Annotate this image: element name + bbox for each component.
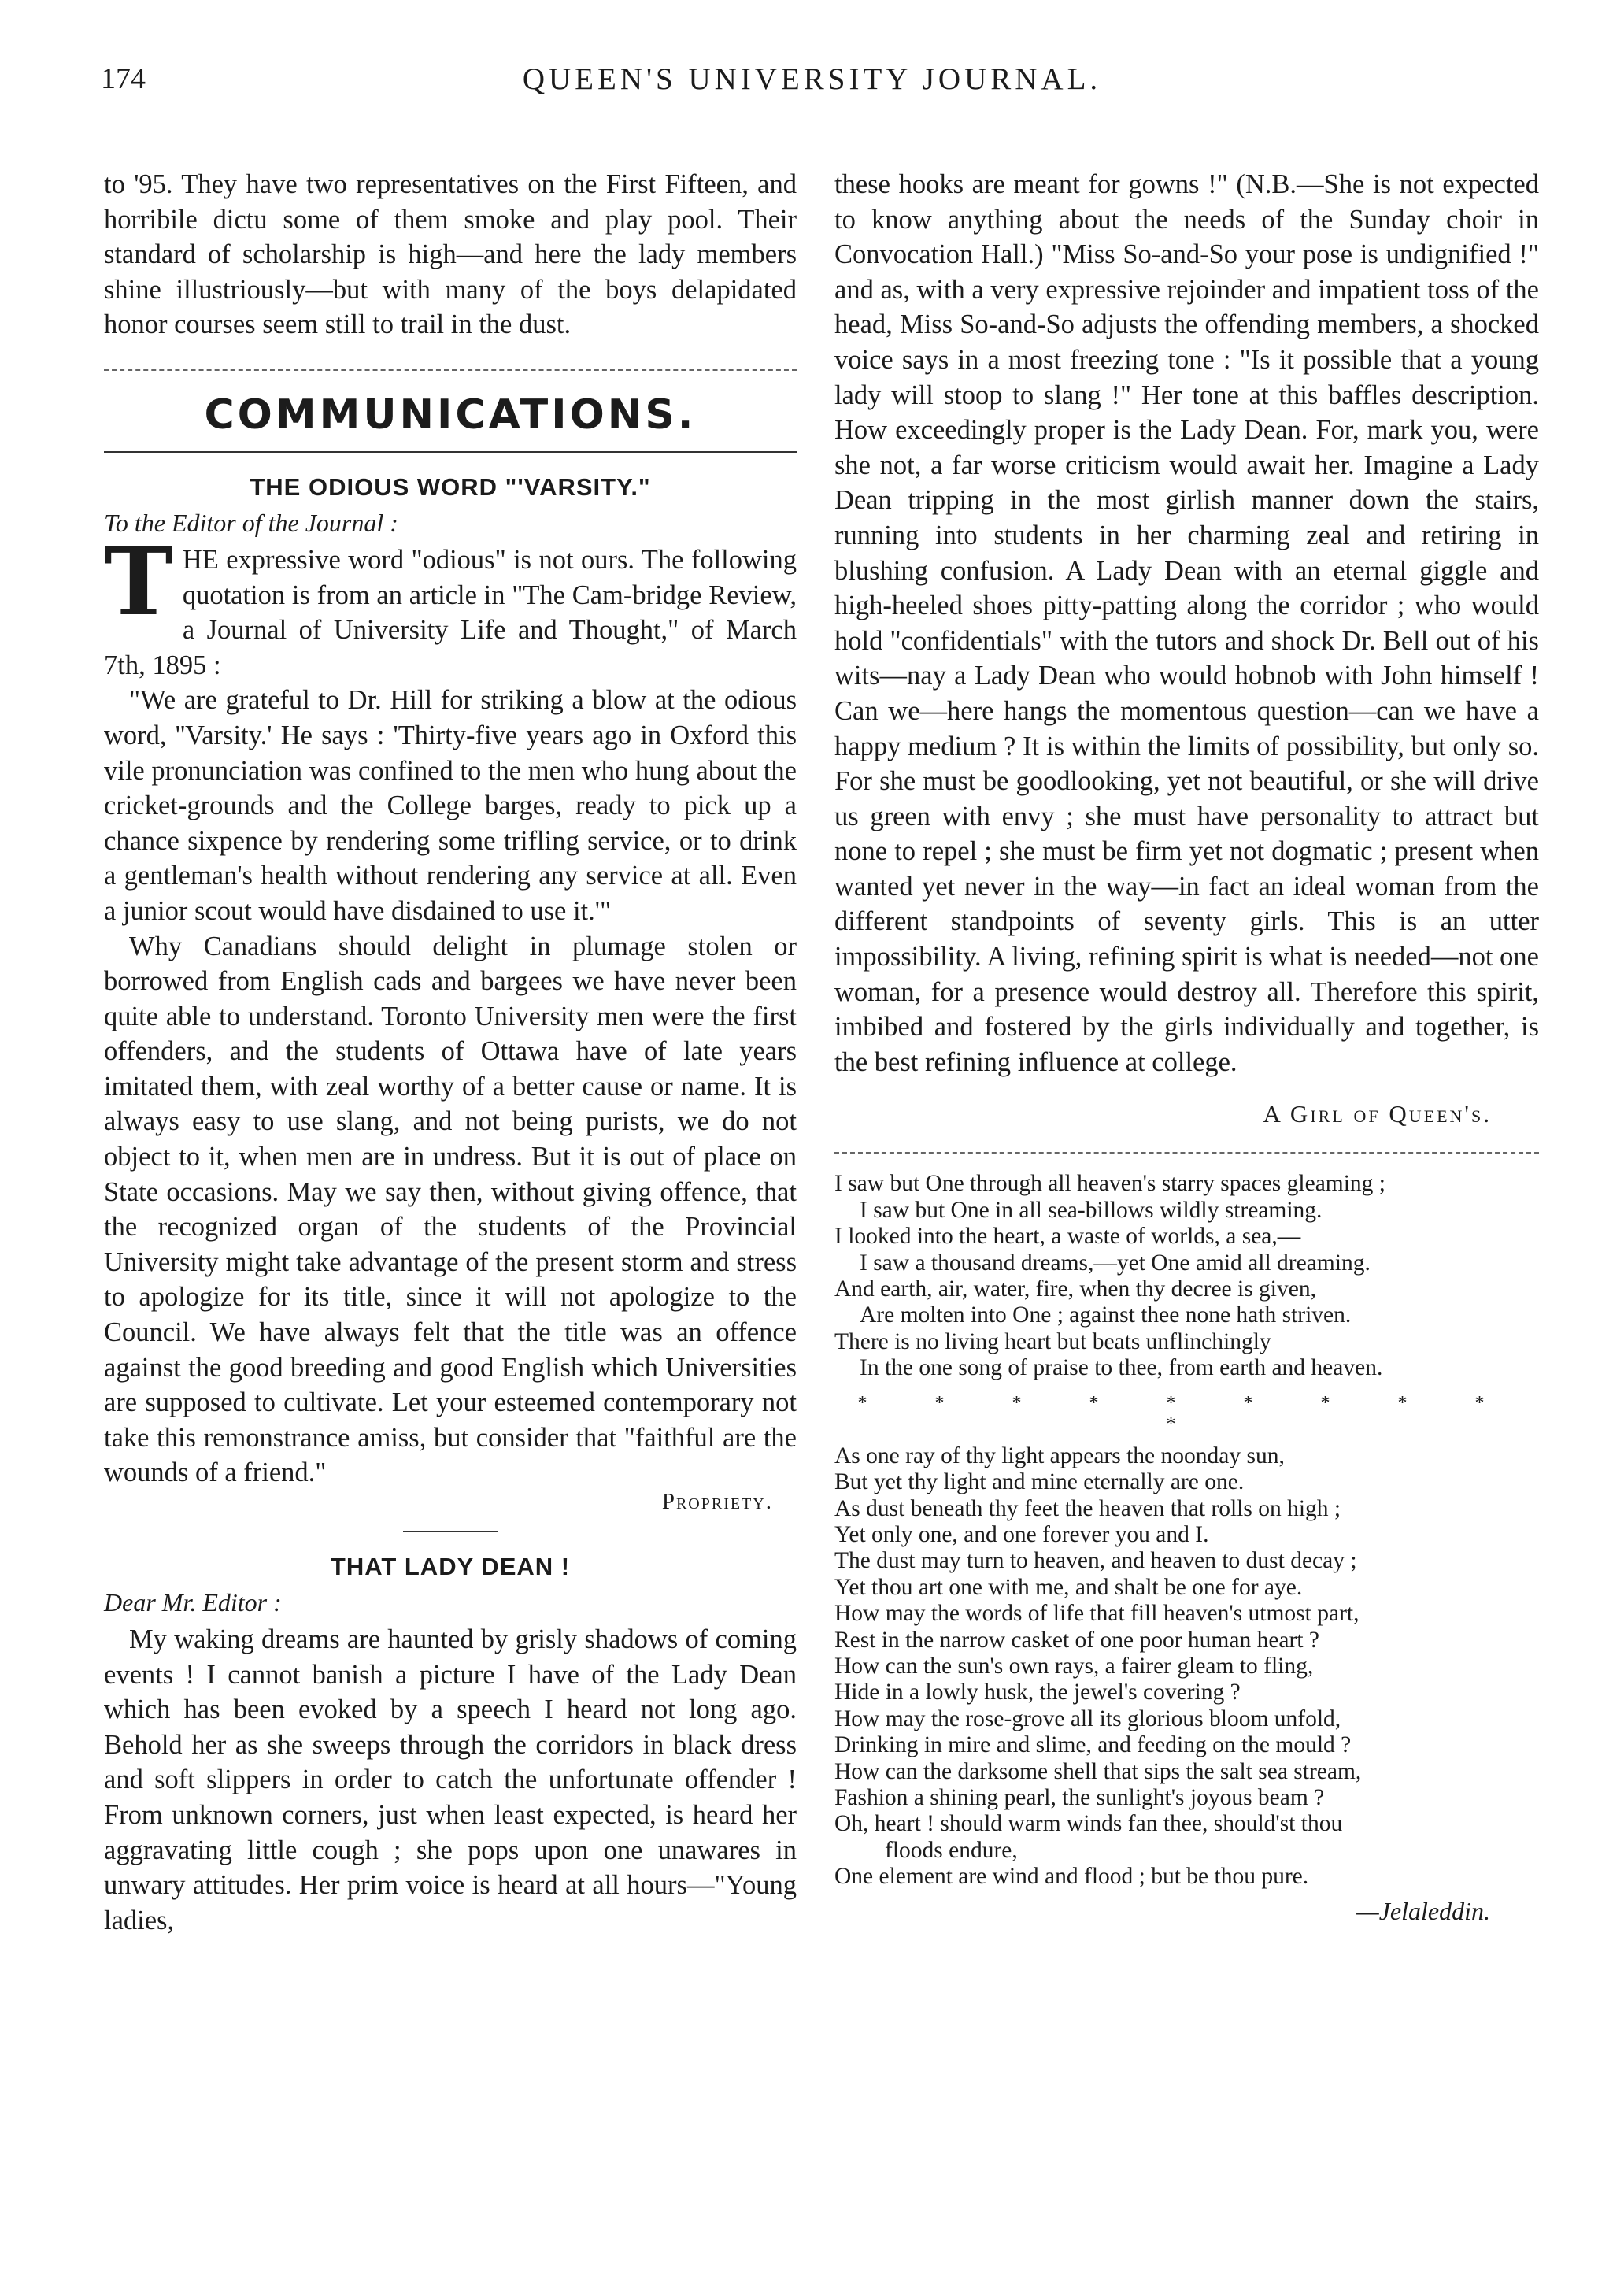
article-title-varsity: THE ODIOUS WORD "'VARSITY." (250, 472, 651, 501)
poem-stanza-1 (834, 1171, 1539, 1381)
article-paragraph (104, 526, 797, 683)
poem-separator-stars: * * * * * * * * * * (857, 1392, 1516, 1435)
poem-divider (834, 1152, 1539, 1154)
article-title-lady-dean: THAT LADY DEAN ! (330, 1553, 571, 1580)
poem-line: How can the darksome shell that sips the salt sea stream, (834, 1758, 1362, 1784)
poem-line: And earth, air, water, fire, when thy decree is given, (834, 1276, 1316, 1302)
article-paragraph: Why Canadians should delight in plumage stolen or borrowed from English cads and bargees we have never been quite able to understand. Toronto University men were the first offenders, and the students of Ottawa have of late years imitated them, with zeal worthy of a better cause or name. It is always easy to use slang, and not being purists, we do not object to it, when men are in undress. But it is out of place on State occasions. May we say then, without giving offence, that the recognized organ of the students of the Provincial University might take advantage of the present storm and stress to apologize for its title, since it will not apologize to the Council. We have always felt that the title was an offence against the good breeding and good English which Universities are supposed to cultivate. Let your esteemed contemporary not take this remonstrance amiss, but consider that "faithful are the wounds of a friend." (104, 931, 797, 1488)
intro-paragraph: to '95. They have two representatives on the First Fifteen, and horribile dictu some of them smoke and play pool. Their standard of scholarship is high—and here the lady members shine illustriously—but with many of the boys delapidated honor courses seem still to trail in the dust. (104, 169, 797, 340)
poem-line: One element are wind and flood ; but be thou pure. (834, 1864, 1309, 1890)
poem-line: How can the sun's own rays, a fairer gleam to fling, (834, 1653, 1314, 1679)
poem-line: But yet thy light and mine eternally are one. (834, 1469, 1245, 1495)
poem-line: Are molten into One ; against thee none hath striven. (860, 1302, 1352, 1328)
journal-title: QUEEN'S UNIVERSITY JOURNAL. (522, 62, 1102, 96)
article-quote: "We are grateful to Dr. Hill for striking a blow at the odious word, ''Varsity.' He says : 'Thirty-five years ago in Oxford this vile pronunciation was confined to the men who hung about the cricket-grounds and the College barges, ready to pick up a chance sixpence by rendering some trifling service, or to drink a gentleman's health without rendering any service at all. Even a junior scout would have disdained to use it.'" (104, 685, 797, 926)
right-column (834, 167, 1539, 1926)
poem-line: Yet thou art one with me, and shalt be one for aye. (834, 1574, 1303, 1600)
page-header (0, 61, 1624, 109)
section-divider (104, 369, 797, 371)
poem-line: How may the words of life that fill heaven's utmost part, (834, 1601, 1359, 1627)
poem-line: Hide in a lowly husk, the jewel's covering ? (834, 1680, 1241, 1706)
poem-line: Fashion a shining pearl, the sunlight's joyous beam ? (834, 1784, 1325, 1810)
article-signature: Propriety. (661, 1489, 773, 1514)
article-continuation: these hooks are meant for gowns !" (N.B.—She is not expected to know anything about the needs of the Sunday choir in Convocation Hall.) "Miss So-and-So your pose is undignified !" and as, with a very expressive rejoinder and impatient toss of the head, Miss So-and-So adjusts the offending members, a shocked voice says in a most freezing tone : "Is it possible that a young lady will stoop to slang !" Her tone at this baffles description. How exceedingly proper is the Lady Dean. For, mark you, were she not, a far worse criticism would await her. Imagine a Lady Dean tripping in the most girlish manner down the stairs, running into students in her charming zeal and retiring in blushing confusion. A Lady Dean with an eternal giggle and high-heeled shoes pitty-patting along the corridor ; who would hold "confidentials" with the tutors and shock Dr. Bell out of his wits—nay a Lady Dean who would hobnob with John himself ! Can we—here hangs the momentous question—can we have a happy medium ? It is within the limits of possibility, but only so. For she must be goodlooking, yet not beautiful, or she will drive us green with envy ; she must have personality to attract but none to repel ; she must be firm yet not dogmatic ; present when wanted yet never in the way—in fact an ideal woman from the different standpoints of seventy girls. This is an utter impossibility. A living, refining spirit is what is needed—not one woman, for a presence would destroy all. Therefore this spirit, imbibed and fostered by the girls individually and together, is the best refining influence at college. (834, 169, 1539, 1077)
poem-line: Drinking in mire and slime, and feeding on the mould ? (834, 1732, 1352, 1758)
poem-line: As one ray of thy light appears the noonday sun, (834, 1443, 1285, 1468)
drop-cap: T (104, 526, 173, 636)
poem-line: I saw but One in all sea-billows wildly streaming. (860, 1197, 1323, 1223)
heading-rule (104, 451, 797, 453)
section-heading: COMMUNICATIONS. (204, 391, 697, 439)
article-salutation: To the Editor of the Journal : (104, 508, 398, 537)
poem-attribution: —Jelaleddin. (1356, 1896, 1490, 1925)
poem-line: As dust beneath thy feet the heaven that rolls on high ; (834, 1495, 1341, 1521)
poem-line: I looked into the heart, a waste of worlds, a sea,— (834, 1224, 1301, 1250)
poem-line: Oh, heart ! should warm winds fan thee, should'st thou (834, 1811, 1343, 1837)
poem-line: The dust may turn to heaven, and heaven to dust decay ; (834, 1548, 1357, 1574)
article-paragraph: My waking dreams are haunted by grisly shadows of coming events ! I cannot banish a picture I have of the Lady Dean which has been evoked by a speech I heard not long ago. Behold her as she sweeps through the corridors in black dress and soft slippers in order to catch the unfortunate offender ! From unknown corners, just when least expected, is heard her aggravating little cough ; she pops upon one unawares in unwary attitudes. Her prim voice is heard at all hours—"Young ladies, (104, 1624, 797, 1935)
poem-line: I saw a thousand dreams,—yet One amid all dreaming. (860, 1250, 1371, 1276)
article-signoff: A Girl of Queen's. (1263, 1100, 1492, 1128)
paragraph-text: HE expressive word "odious" is not ours. The following quotation is from an article in "The Cam-bridge Review, a Journal of University Life and Thought," of March 7th, 1895 : (104, 544, 797, 680)
poem-line: In the one song of praise to thee, from earth and heaven. (860, 1355, 1383, 1381)
page-number: 174 (101, 62, 146, 95)
poem-line: floods endure, (885, 1837, 1018, 1863)
poem-line: Yet only one, and one forever you and I. (834, 1521, 1209, 1547)
poem-line: There is no living heart but beats unflinchingly (834, 1328, 1271, 1354)
poem-stanza-2 (834, 1443, 1539, 1891)
poem-line: Rest in the narrow casket of one poor human heart ? (834, 1627, 1320, 1653)
left-column (104, 167, 797, 1938)
article-salutation: Dear Mr. Editor : (104, 1588, 282, 1617)
poem-line: I saw but One through all heaven's starry spaces gleaming ; (834, 1171, 1386, 1197)
article-divider (403, 1531, 498, 1532)
poem-line: How may the rose-grove all its glorious bloom unfold, (834, 1706, 1341, 1731)
